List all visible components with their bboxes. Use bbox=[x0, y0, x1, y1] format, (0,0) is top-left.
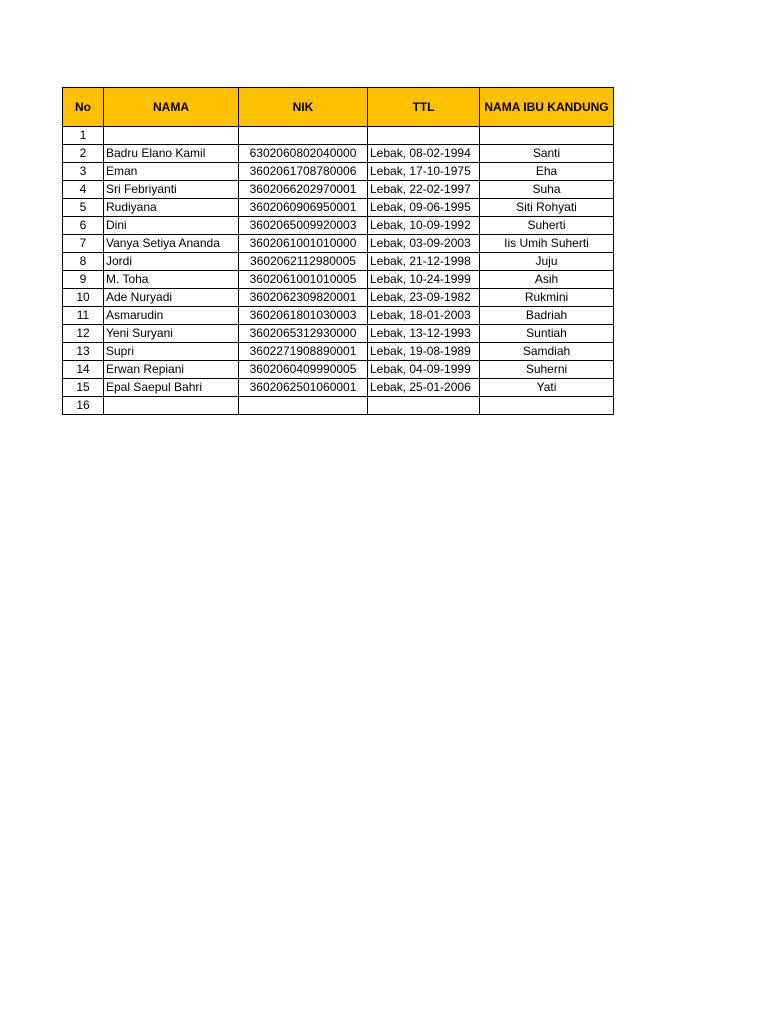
cell-nama: M. Toha bbox=[104, 271, 239, 289]
cell-ttl: Lebak, 08-02-1994 bbox=[368, 145, 480, 163]
cell-no: 10 bbox=[63, 289, 104, 307]
cell-nama bbox=[104, 127, 239, 145]
cell-nama-ibu-kandung: Suntiah bbox=[480, 325, 614, 343]
cell-nama-ibu-kandung: Yati bbox=[480, 379, 614, 397]
cell-no: 2 bbox=[63, 145, 104, 163]
cell-nama: Badru Elano Kamil bbox=[104, 145, 239, 163]
cell-nama: Dini bbox=[104, 217, 239, 235]
cell-nama: Sri Febriyanti bbox=[104, 181, 239, 199]
cell-nik: 3602061708780006 bbox=[239, 163, 368, 181]
table-row bbox=[63, 379, 614, 397]
cell-ttl: Lebak, 03-09-2003 bbox=[368, 235, 480, 253]
header-nik: NIK bbox=[239, 88, 368, 127]
table-body bbox=[63, 127, 614, 415]
data-table bbox=[62, 87, 614, 415]
header-nama-ibu-kandung: NAMA IBU KANDUNG bbox=[480, 88, 614, 127]
cell-no: 13 bbox=[63, 343, 104, 361]
table-row bbox=[63, 199, 614, 217]
cell-nama-ibu-kandung: Badriah bbox=[480, 307, 614, 325]
header-nama: NAMA bbox=[104, 88, 239, 127]
cell-nama: Vanya Setiya Ananda bbox=[104, 235, 239, 253]
cell-ttl: Lebak, 04-09-1999 bbox=[368, 361, 480, 379]
table-row bbox=[63, 217, 614, 235]
table-row bbox=[63, 253, 614, 271]
cell-nik: 3602066202970001 bbox=[239, 181, 368, 199]
cell-ttl: Lebak, 09-06-1995 bbox=[368, 199, 480, 217]
cell-nama-ibu-kandung bbox=[480, 397, 614, 415]
cell-no: 3 bbox=[63, 163, 104, 181]
table-row bbox=[63, 307, 614, 325]
header-no: No bbox=[63, 88, 104, 127]
cell-nama-ibu-kandung: Asih bbox=[480, 271, 614, 289]
cell-no: 7 bbox=[63, 235, 104, 253]
cell-ttl: Lebak, 17-10-1975 bbox=[368, 163, 480, 181]
cell-nama: Jordi bbox=[104, 253, 239, 271]
header-row bbox=[63, 88, 614, 127]
table-row bbox=[63, 235, 614, 253]
table-row bbox=[63, 325, 614, 343]
cell-ttl: Lebak, 19-08-1989 bbox=[368, 343, 480, 361]
cell-no: 1 bbox=[63, 127, 104, 145]
cell-ttl: Lebak, 21-12-1998 bbox=[368, 253, 480, 271]
cell-no: 16 bbox=[63, 397, 104, 415]
cell-nama-ibu-kandung: Suha bbox=[480, 181, 614, 199]
cell-nama-ibu-kandung: Eha bbox=[480, 163, 614, 181]
cell-ttl: Lebak, 18-01-2003 bbox=[368, 307, 480, 325]
cell-no: 6 bbox=[63, 217, 104, 235]
cell-no: 8 bbox=[63, 253, 104, 271]
table-row bbox=[63, 181, 614, 199]
cell-nama: Rudiyana bbox=[104, 199, 239, 217]
cell-ttl: Lebak, 10-24-1999 bbox=[368, 271, 480, 289]
cell-nik: 3602062309820001 bbox=[239, 289, 368, 307]
cell-ttl: Lebak, 22-02-1997 bbox=[368, 181, 480, 199]
cell-nik: 3602065009920003 bbox=[239, 217, 368, 235]
cell-nama-ibu-kandung: Suherti bbox=[480, 217, 614, 235]
cell-no: 4 bbox=[63, 181, 104, 199]
cell-nama: Yeni Suryani bbox=[104, 325, 239, 343]
header-ttl: TTL bbox=[368, 88, 480, 127]
table-row bbox=[63, 397, 614, 415]
cell-nik: 3602065312930000 bbox=[239, 325, 368, 343]
cell-nama: Epal Saepul Bahri bbox=[104, 379, 239, 397]
cell-nama-ibu-kandung: Samdiah bbox=[480, 343, 614, 361]
cell-ttl: Lebak, 13-12-1993 bbox=[368, 325, 480, 343]
cell-ttl bbox=[368, 127, 480, 145]
cell-nama: Supri bbox=[104, 343, 239, 361]
cell-nama-ibu-kandung: Juju bbox=[480, 253, 614, 271]
cell-ttl: Lebak, 25-01-2006 bbox=[368, 379, 480, 397]
cell-nik: 3602062112980005 bbox=[239, 253, 368, 271]
cell-nama: Ade Nuryadi bbox=[104, 289, 239, 307]
table-row bbox=[63, 343, 614, 361]
cell-nik: 3602061801030003 bbox=[239, 307, 368, 325]
cell-no: 11 bbox=[63, 307, 104, 325]
cell-nik: 3602062501060001 bbox=[239, 379, 368, 397]
cell-no: 14 bbox=[63, 361, 104, 379]
cell-nama: Asmarudin bbox=[104, 307, 239, 325]
cell-nama: Erwan Repiani bbox=[104, 361, 239, 379]
table-row bbox=[63, 127, 614, 145]
cell-no: 9 bbox=[63, 271, 104, 289]
table-row bbox=[63, 361, 614, 379]
cell-nik bbox=[239, 127, 368, 145]
cell-no: 15 bbox=[63, 379, 104, 397]
table-row bbox=[63, 271, 614, 289]
cell-nik: 3602060409990005 bbox=[239, 361, 368, 379]
cell-nama bbox=[104, 397, 239, 415]
cell-ttl: Lebak, 10-09-1992 bbox=[368, 217, 480, 235]
cell-nama: Eman bbox=[104, 163, 239, 181]
cell-nik: 3602061001010000 bbox=[239, 235, 368, 253]
cell-no: 5 bbox=[63, 199, 104, 217]
table-row bbox=[63, 289, 614, 307]
cell-ttl: Lebak, 23-09-1982 bbox=[368, 289, 480, 307]
cell-nama-ibu-kandung: Santi bbox=[480, 145, 614, 163]
cell-nik: 3602061001010005 bbox=[239, 271, 368, 289]
cell-nama-ibu-kandung: Siti Rohyati bbox=[480, 199, 614, 217]
cell-nama-ibu-kandung: Iis Umih Suherti bbox=[480, 235, 614, 253]
cell-nama-ibu-kandung: Suherni bbox=[480, 361, 614, 379]
table-row bbox=[63, 163, 614, 181]
table-row bbox=[63, 145, 614, 163]
cell-nik bbox=[239, 397, 368, 415]
cell-nama-ibu-kandung bbox=[480, 127, 614, 145]
cell-nik: 3602271908890001 bbox=[239, 343, 368, 361]
cell-nama-ibu-kandung: Rukmini bbox=[480, 289, 614, 307]
cell-nik: 6302060802040000 bbox=[239, 145, 368, 163]
cell-ttl bbox=[368, 397, 480, 415]
cell-nik: 3602060906950001 bbox=[239, 199, 368, 217]
cell-no: 12 bbox=[63, 325, 104, 343]
